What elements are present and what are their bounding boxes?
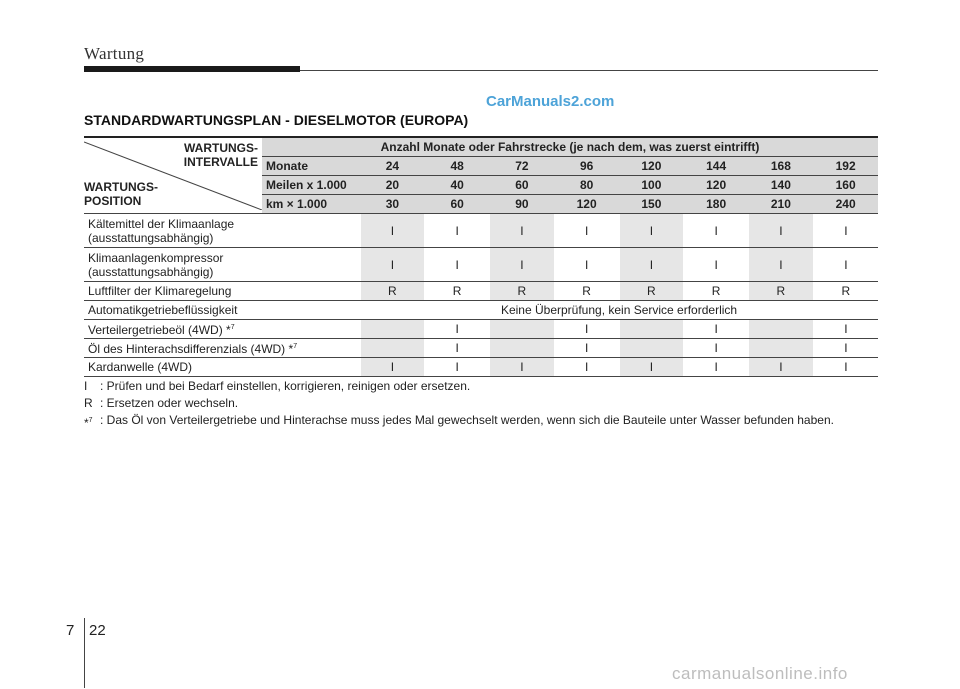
item-value: R <box>749 282 814 301</box>
item-value: I <box>425 214 490 248</box>
item-label-line: Kardanwelle (4WD) <box>88 360 193 374</box>
footnote-mark: 7 <box>230 324 235 331</box>
item-value: R <box>360 282 425 301</box>
item-value <box>619 320 684 339</box>
item-value: I <box>813 320 878 339</box>
header-bar <box>84 66 300 72</box>
interval-value: 140 <box>749 176 814 195</box>
page-header-title: Wartung <box>84 44 145 63</box>
legend-text: : Das Öl von Verteilergetriebe und Hinterachse muss jedes Mal gewechselt werden, wenn sich die Bauteile unter Wasser befunden haben. <box>100 413 834 427</box>
maintenance-row <box>84 282 878 301</box>
interval-value: 144 <box>684 157 749 176</box>
span-header: Anzahl Monate oder Fahrstrecke (je nach dem, was zuerst eintrifft) <box>262 137 878 157</box>
item-value: I <box>749 214 814 248</box>
maintenance-row <box>84 339 878 358</box>
interval-value: 48 <box>425 157 490 176</box>
maintenance-row <box>84 358 878 377</box>
item-value: I <box>749 358 814 377</box>
legend-notes <box>84 378 878 432</box>
item-value <box>749 320 814 339</box>
header-rule <box>300 70 878 71</box>
item-label <box>84 282 360 301</box>
item-value: I <box>619 248 684 282</box>
item-value: I <box>490 248 555 282</box>
item-value: I <box>684 248 749 282</box>
legend-note <box>84 395 878 412</box>
item-value: R <box>425 282 490 301</box>
legend-key: R <box>84 396 93 410</box>
maintenance-table <box>84 136 878 377</box>
interval-value: 60 <box>490 176 555 195</box>
item-value <box>360 320 425 339</box>
corner-interval-line: INTERVALLE <box>183 155 258 169</box>
item-label-line: (ausstattungsabhängig) <box>88 230 214 245</box>
interval-value: 30 <box>360 195 425 214</box>
corner-position-line: POSITION <box>84 194 142 208</box>
item-label-line: Öl des Hinterachsdifferenzials (4WD) *$^7$ <box>88 342 298 356</box>
maintenance-row <box>84 248 878 282</box>
footnote-mark: 7 <box>88 417 93 424</box>
interval-value: 96 <box>554 157 619 176</box>
item-value: I <box>813 214 878 248</box>
item-value <box>490 320 555 339</box>
item-value <box>360 339 425 358</box>
table-header-row <box>84 137 878 157</box>
item-value: R <box>684 282 749 301</box>
legend-note <box>84 412 878 432</box>
item-label <box>84 214 360 248</box>
interval-value: 40 <box>425 176 490 195</box>
footnote-mark: 7 <box>293 343 298 350</box>
chapter-number: 7 <box>66 622 75 639</box>
interval-value: 210 <box>749 195 814 214</box>
interval-value: 192 <box>813 157 878 176</box>
item-value: I <box>749 248 814 282</box>
item-value: I <box>619 214 684 248</box>
item-value: I <box>619 358 684 377</box>
interval-value: 240 <box>813 195 878 214</box>
item-label-line: (ausstattungsabhängig) <box>88 264 214 279</box>
item-label-line: Kältemittel der Klimaanlage <box>88 216 235 231</box>
interval-value: 60 <box>425 195 490 214</box>
item-value: I <box>490 358 555 377</box>
item-value: I <box>490 214 555 248</box>
item-label-line: Luftfilter der Klimaregelung <box>88 284 232 298</box>
legend-key: I <box>84 379 88 393</box>
item-label <box>84 339 360 358</box>
item-value: I <box>813 358 878 377</box>
maintenance-row <box>84 301 878 320</box>
corner-position-line: WARTUNGS- <box>84 180 158 194</box>
item-value: I <box>813 248 878 282</box>
item-value: R <box>490 282 555 301</box>
item-value: I <box>360 248 425 282</box>
table-corner-cell <box>84 137 262 214</box>
item-value <box>619 339 684 358</box>
maintenance-row <box>84 320 878 339</box>
corner-interval-label <box>184 141 258 169</box>
legend-text: : Prüfen und bei Bedarf einstellen, korrigieren, reinigen oder ersetzen. <box>100 379 471 393</box>
item-value: I <box>360 358 425 377</box>
legend-note <box>84 378 878 395</box>
interval-value: 20 <box>360 176 425 195</box>
legend-key: *$^7$ <box>84 416 93 430</box>
legend-text: : Ersetzen oder wechseln. <box>100 396 239 410</box>
interval-value: 180 <box>684 195 749 214</box>
interval-value: 120 <box>619 157 684 176</box>
interval-value: 168 <box>749 157 814 176</box>
interval-value: 24 <box>360 157 425 176</box>
interval-value: 150 <box>619 195 684 214</box>
item-value: R <box>619 282 684 301</box>
item-value: R <box>554 282 619 301</box>
interval-label: km × 1.000 <box>262 195 360 214</box>
item-label-line: Klimaanlagenkompressor <box>88 250 224 265</box>
maintenance-row <box>84 214 878 248</box>
item-label <box>84 248 360 282</box>
interval-label: Meilen x 1.000 <box>262 176 360 195</box>
item-value <box>490 339 555 358</box>
item-value: I <box>684 214 749 248</box>
interval-value: 160 <box>813 176 878 195</box>
item-value: I <box>554 339 619 358</box>
section-title: STANDARDWARTUNGSPLAN - DIESELMOTOR (EUROPA) <box>84 112 469 128</box>
corner-interval-line: WARTUNGS- <box>184 141 258 155</box>
footer-watermark: carmanualsonline.info <box>672 664 848 683</box>
interval-label: Monate <box>262 157 360 176</box>
item-value: I <box>360 214 425 248</box>
corner-position-label <box>84 180 158 208</box>
item-value: I <box>684 320 749 339</box>
interval-value: 120 <box>684 176 749 195</box>
item-value: I <box>554 248 619 282</box>
item-value <box>749 339 814 358</box>
interval-value: 80 <box>554 176 619 195</box>
item-value: I <box>425 248 490 282</box>
item-label-line: Automatikgetriebeflüssigkeit <box>88 303 238 317</box>
item-value: I <box>425 358 490 377</box>
item-value: I <box>554 358 619 377</box>
interval-value: 72 <box>490 157 555 176</box>
item-value: I <box>554 214 619 248</box>
item-value: I <box>813 339 878 358</box>
item-value: R <box>813 282 878 301</box>
watermark-logo: CarManuals2.com <box>486 93 615 110</box>
interval-value: 100 <box>619 176 684 195</box>
item-label-line: Verteilergetriebeöl (4WD) *$^7$ <box>88 323 235 337</box>
item-label <box>84 320 360 339</box>
item-label <box>84 301 360 320</box>
item-value: I <box>425 320 490 339</box>
interval-value: 90 <box>490 195 555 214</box>
item-value: I <box>684 358 749 377</box>
item-span-value: Keine Überprüfung, kein Service erforderlich <box>360 301 878 320</box>
item-value: I <box>554 320 619 339</box>
interval-value: 120 <box>554 195 619 214</box>
item-value: I <box>425 339 490 358</box>
page-number-rule <box>84 618 85 688</box>
page-number: 22 <box>89 622 106 639</box>
item-value: I <box>684 339 749 358</box>
item-label <box>84 358 360 377</box>
